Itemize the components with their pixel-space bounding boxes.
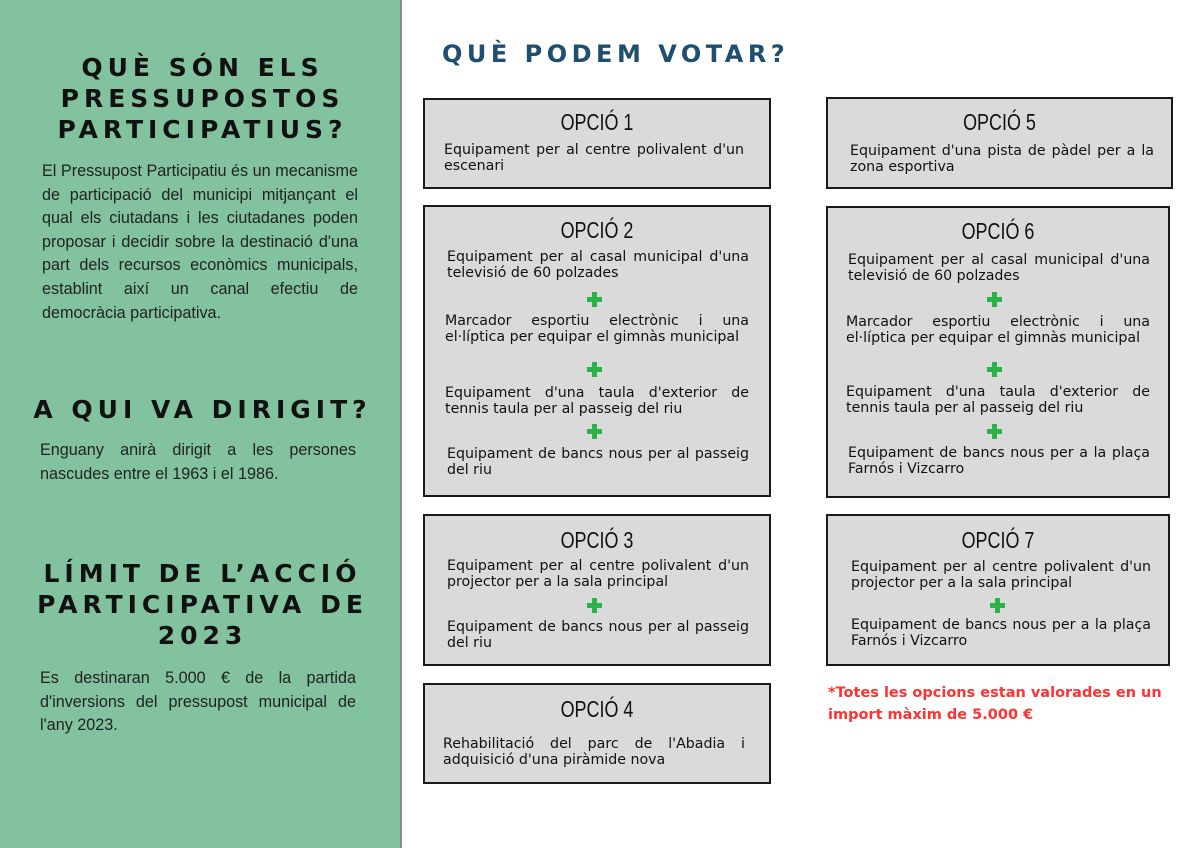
option-title: OPCIÓ 5 (963, 109, 1036, 135)
option-card-7 (826, 514, 1170, 666)
option-title: OPCIÓ 3 (560, 527, 634, 553)
price-note: *Totes les opcions estan valorades en un import màxim de 5.000 € (828, 685, 1162, 723)
option-card-3 (423, 514, 771, 666)
option-item: Equipament de bancs nous per al passeig del riu (447, 619, 749, 651)
plus-icon (587, 598, 602, 613)
option-item: Marcador esportiu electrònic i una el·líptica per equipar el gimnàs municipal (445, 313, 749, 345)
option-item: Equipament de bancs nous per a la plaça Farnós i Vizcarro (848, 445, 1150, 477)
plus-icon (587, 424, 602, 439)
plus-icon (587, 292, 602, 307)
plus-icon (587, 362, 602, 377)
option-title: OPCIÓ 6 (961, 218, 1035, 244)
option-item: Equipament d'una pista de pàdel per a la zona esportiva (850, 143, 1154, 175)
option-item: Equipament de bancs nous per al passeig del riu (447, 446, 749, 478)
option-item: Equipament per al casal municipal d'una televisió de 60 polzades (848, 252, 1150, 284)
option-card-2 (423, 205, 771, 497)
option-item: Marcador esportiu electrònic i una el·líptica per equipar el gimnàs municipal (846, 314, 1150, 346)
option-item: Equipament per al centre polivalent d'un escenari (444, 142, 744, 174)
option-item: Equipament de bancs nous per a la plaça Farnós i Vizcarro (851, 617, 1151, 649)
option-item: Equipament per al centre polivalent d'un projector per a la sala principal (851, 559, 1151, 591)
option-title: OPCIÓ 4 (560, 696, 634, 722)
option-item: Equipament d'una taula d'exterior de tennis taula per al passeig del riu (445, 385, 749, 417)
plus-icon (987, 292, 1002, 307)
option-card-1 (423, 98, 771, 189)
option-item: Equipament per al casal municipal d'una televisió de 60 polzades (447, 249, 749, 281)
option-title: OPCIÓ 1 (560, 109, 634, 135)
heading-who: A QUI VA DIRIGIT? (33, 395, 372, 424)
text-what-are: El Pressupost Participatiu és un mecanisme de participació del municipi mitjançant el qual els ciutadans i les ciutadanes poden proposar i decidir sobre la destinació d'una part dels recursos econòmics municipals, establint així un canal efectiu de democràcia participativa. (42, 162, 358, 322)
text-who: Enguany anirà dirigit a les persones nascudes entre el 1963 i el 1986. (40, 441, 356, 483)
plus-icon (987, 424, 1002, 439)
option-item: Rehabilitació del parc de l'Abadia i adquisició d'una piràmide nova (443, 736, 745, 768)
option-card-5 (826, 97, 1173, 189)
main-title: QUÈ PODEM VOTAR? (442, 40, 790, 68)
heading-limit: LÍMIT DE L’ACCIÓ PARTICIPATIVA DE 2023 (37, 559, 368, 650)
option-item: Equipament d'una taula d'exterior de tennis taula per al passeig del riu (846, 384, 1150, 416)
plus-icon (990, 598, 1005, 613)
option-card-4 (423, 683, 771, 784)
info-sidebar (0, 0, 402, 848)
option-card-6 (826, 206, 1170, 498)
option-title: OPCIÓ 7 (961, 527, 1035, 553)
heading-what-are: QUÈ SÓN ELS PRESSUPOSTOS PARTICIPATIUS? (57, 53, 348, 144)
option-item: Equipament per al centre polivalent d'un projector per a la sala principal (447, 558, 749, 590)
plus-icon (987, 362, 1002, 377)
option-title: OPCIÓ 2 (560, 217, 634, 243)
text-limit: Es destinaran 5.000 € de la partida d'inversions del pressupost municipal de l'any 2023. (40, 669, 356, 735)
